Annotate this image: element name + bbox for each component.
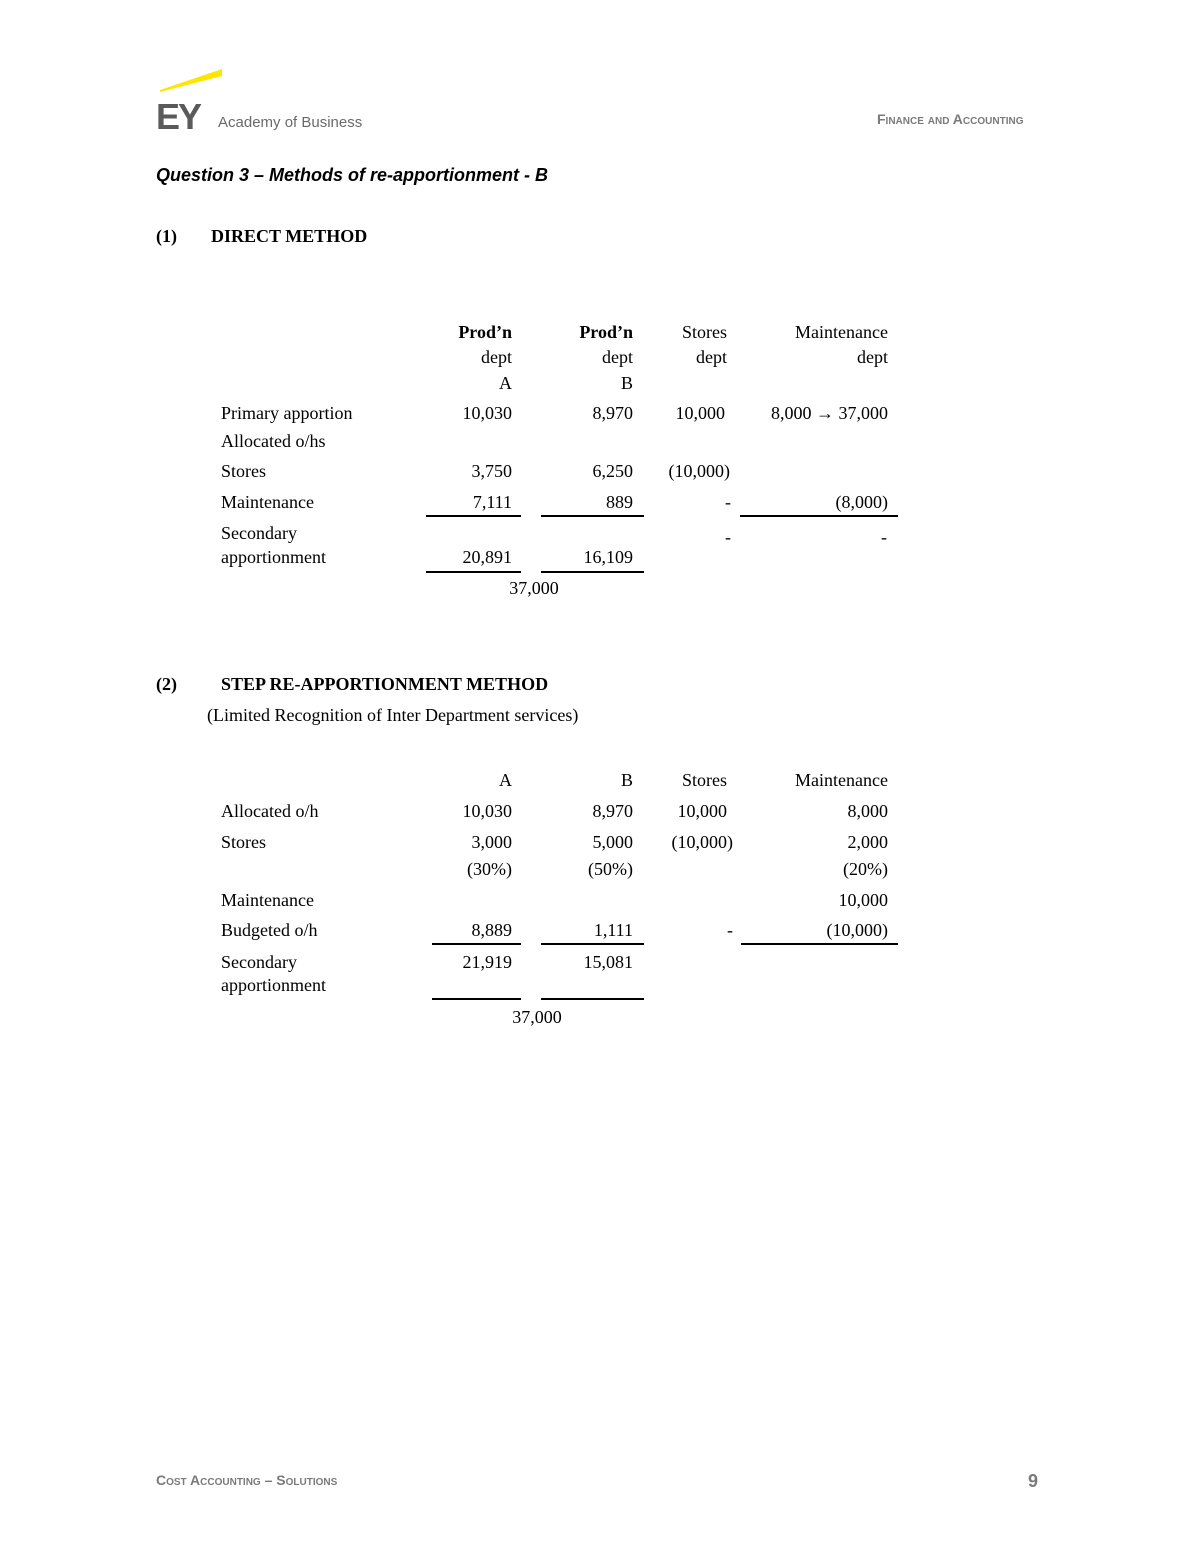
step-cell-stores-stores: (10,000) [671, 832, 733, 852]
logo-subtitle: Academy of Business [218, 114, 363, 131]
step-cell-pct-a: (30%) [467, 859, 512, 879]
step-cell-maintenance-maint: 10,000 [838, 890, 888, 910]
step-col-stores-header: Stores [682, 770, 727, 790]
col-a-header-line3: A [499, 373, 512, 393]
col-b-header-line2: dept [602, 347, 633, 367]
section-1-number: (1) [156, 226, 177, 246]
step-col-b-header: B [620, 770, 633, 790]
cell-primary-maint: 8,000 → 37,000 [771, 403, 888, 423]
col-a-header-line2: dept [481, 347, 512, 367]
cell-stores-a: 3,750 [471, 461, 512, 481]
step-row-label-maintenance: Maintenance [221, 890, 314, 910]
row-label-stores: Stores [221, 461, 266, 481]
col-b-header-line3: B [620, 373, 633, 393]
step-cell-stores-a: 3,000 [471, 832, 512, 852]
cell-maintenance-b: 889 [606, 492, 633, 512]
section-1-heading: DIRECT METHOD [211, 226, 368, 246]
step-row-label-allocated: Allocated o/h [221, 801, 319, 821]
cell-secondary-a: 20,891 [462, 547, 512, 567]
step-cell-allocated-stores: 10,000 [677, 801, 727, 821]
row-label-allocated: Allocated o/hs [221, 431, 326, 451]
col-maint-header-line1: Maintenance [795, 322, 888, 342]
footer-title: Cost Accounting – Solutions [156, 1472, 338, 1488]
cell-secondary-maint: - [881, 527, 887, 547]
step-underline-secondary-a [432, 998, 521, 1000]
step-col-maint-header: Maintenance [795, 770, 888, 790]
step-underline-secondary-b [541, 998, 644, 1000]
step-cell-secondary-a: 21,919 [462, 952, 512, 972]
step-cell-pct-maint: (20%) [843, 859, 888, 879]
cell-primary-stores: 10,000 [675, 403, 725, 423]
underline-secondary-a [426, 571, 521, 573]
col-stores-header-line2: dept [696, 347, 727, 367]
step-cell-allocated-maint: 8,000 [847, 801, 888, 821]
step-cell-allocated-b: 8,970 [592, 801, 633, 821]
step-row-label-budgeted: Budgeted o/h [221, 920, 318, 940]
section-2-subheading: (Limited Recognition of Inter Department services) [207, 705, 579, 725]
cell-primary-b: 8,970 [592, 403, 633, 423]
step-underline-b [541, 943, 644, 945]
col-b-header-line1: Prod’n [579, 322, 633, 342]
logo-letters: EY [156, 96, 201, 137]
cell-stores-b: 6,250 [592, 461, 633, 481]
cell-maintenance-a: 7,111 [472, 492, 512, 512]
step-cell-budgeted-b: 1,111 [593, 920, 633, 940]
step-row-label-stores: Stores [221, 832, 266, 852]
underline-maint [740, 515, 898, 517]
row-label-primary: Primary apportion [221, 403, 353, 423]
cell-secondary-b: 16,109 [583, 547, 633, 567]
step-row-label-secondary-line2: apportionment [221, 975, 326, 995]
step-cell-secondary-b: 15,081 [583, 952, 633, 972]
step-row-label-secondary-line1: Secondary [221, 952, 297, 972]
row-label-secondary-line2: apportionment [221, 547, 326, 567]
cell-primary-a: 10,030 [462, 403, 512, 423]
row-label-secondary-line1: Secondary [221, 523, 297, 543]
step-underline-a [432, 943, 521, 945]
step-col-a-header: A [499, 770, 512, 790]
step-cell-stores-maint: 2,000 [847, 832, 888, 852]
cell-maintenance-stores: - [725, 492, 731, 512]
step-cell-pct-b: (50%) [588, 859, 633, 879]
question-title: Question 3 – Methods of re-apportionment - B [156, 165, 549, 185]
col-maint-header-line2: dept [857, 347, 888, 367]
cell-maintenance-maint: (8,000) [835, 492, 888, 512]
ey-beam-icon [160, 68, 224, 92]
step-total: 37,000 [512, 1007, 562, 1027]
underline-a [426, 515, 521, 517]
step-underline-maint [741, 943, 898, 945]
row-label-maintenance: Maintenance [221, 492, 314, 512]
header-section-label: Finance and Accounting [877, 111, 1024, 127]
col-a-header-line1: Prod’n [458, 322, 512, 342]
step-cell-budgeted-a: 8,889 [471, 920, 512, 940]
col-stores-header-line1: Stores [682, 322, 727, 342]
direct-total: 37,000 [509, 578, 559, 598]
step-cell-budgeted-stores: - [727, 920, 733, 940]
underline-b [541, 515, 644, 517]
page-number: 9 [1028, 1471, 1039, 1491]
ey-logo [156, 68, 376, 137]
cell-secondary-stores: - [725, 527, 731, 547]
section-2-number: (2) [156, 674, 177, 694]
step-cell-stores-b: 5,000 [592, 832, 633, 852]
step-cell-budgeted-maint: (10,000) [826, 920, 888, 940]
section-2-heading: STEP RE-APPORTIONMENT METHOD [221, 674, 549, 694]
cell-stores-stores: (10,000) [668, 461, 730, 481]
underline-secondary-b [541, 571, 644, 573]
step-cell-allocated-a: 10,030 [462, 801, 512, 821]
